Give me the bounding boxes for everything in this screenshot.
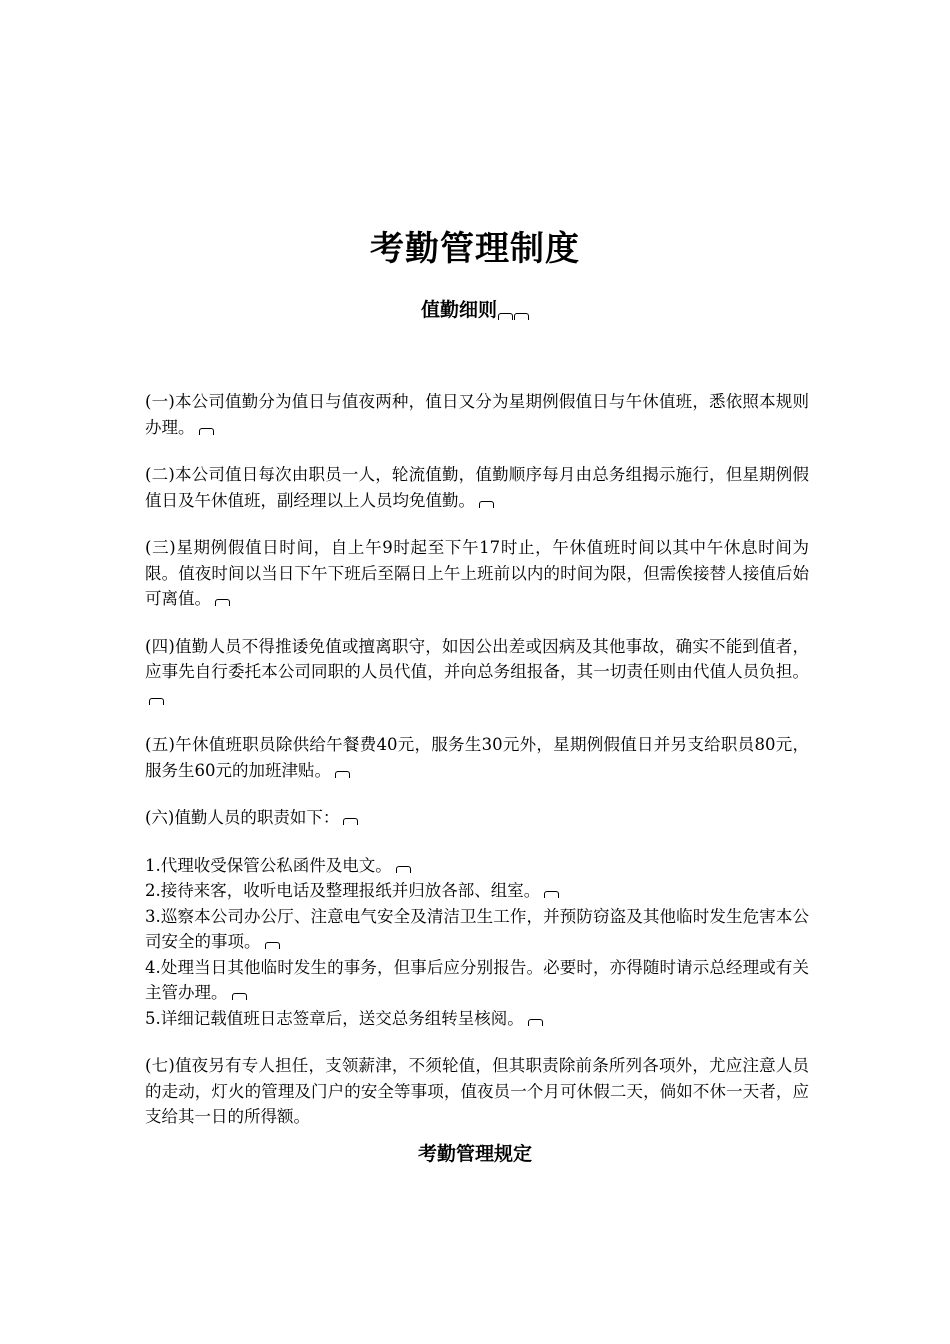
section-heading-duty-rules [0,296,950,324]
paragraph-mark-icon [232,993,247,1000]
paragraph-6 [145,805,809,831]
document-title: 考勤管理制度 [370,229,580,269]
paragraph-mark-icon [396,866,411,873]
paragraph-mark-icon [215,599,230,606]
paragraph-text: (五)午休值班职员除供给午餐费40元，服务生30元外，星期例假值日并另支给职员80元，服务生60元的加班津贴。 [145,735,809,780]
paragraph-mark-icon [265,942,280,949]
paragraph-mark-icon [544,891,559,898]
paragraph-text: (六)值勤人员的职责如下： [145,808,340,827]
paragraph-mark-icon [479,501,494,508]
paragraph-4 [145,634,809,711]
section-heading-attendance-rules: 考勤管理规定 [417,1143,532,1165]
paragraph-mark-icon [514,313,529,320]
list-item [145,1006,809,1032]
list-item-text: 1.代理收受保管公私函件及电文。 [145,855,392,875]
list-item [145,904,809,955]
paragraph-mark-icon [528,1019,543,1026]
paragraph-mark-icon [498,313,513,320]
paragraph-5 [145,732,809,783]
paragraph-mark-icon [335,771,350,778]
paragraph-mark-icon [199,428,214,435]
section-heading-text: 值勤细则 [420,299,497,321]
paragraph-2 [145,462,809,513]
list-item [145,878,809,904]
list-item [145,955,809,1006]
duties-list [145,853,809,1032]
list-item-text: 5.详细记载值班日志签章后，送交总务组转呈核阅。 [145,1008,524,1028]
list-item-text: 4.处理当日其他临时发生的事务，但事后应分别报告。必要时，亦得随时请示总经理或有关主管办理。 [145,957,809,1002]
paragraph-text: (二)本公司值日每次由职员一人，轮流值勤，值勤顺序每月由总务组揭示施行，但星期例假值日及午休值班，副经理以上人员均免值勤。 [145,465,809,510]
list-item-text: 3.巡察本公司办公厅、注意电气安全及清洁卫生工作，并预防窃盗及其他临时发生危害本公司安全的事项。 [145,906,809,951]
paragraph-text: (一)本公司值勤分为值日与值夜两种，值日又分为星期例假值日与午休值班，悉依照本规则办理。 [145,392,809,437]
document-body [145,389,809,1152]
paragraph-1 [145,389,809,440]
list-item-text: 2.接待来客，收听电话及整理报纸并归放各部、组室。 [145,881,541,900]
paragraph-text: (三)星期例假值日时间，自上午9时起至下午17时止，午休值班时间以其中午休息时间为限。值夜时间以当日下午下班后至隔日上午上班前以内的时间为限，但需俟接替人接值后始可离值。 [145,538,809,608]
list-item [145,853,809,879]
paragraph-3 [145,535,809,612]
paragraph-7: (七)值夜另有专人担任，支领薪津，不须轮值，但其职责除前条所列各项外，尤应注意人员的走动，灯火的管理及门户的安全等事项，值夜员一个月可休假二天，倘如不休一天者，应支给其一日的所得额。 [145,1056,809,1126]
paragraph-mark-icon [343,818,358,825]
paragraph-mark-icon [149,698,164,705]
paragraph-text: (四)值勤人员不得推诿免值或擅离职守，如因公出差或因病及其他事故，确实不能到值者，应事先自行委托本公司同职的人员代值，并向总务组报备，其一切责任则由代值人员负担。 [145,636,809,681]
